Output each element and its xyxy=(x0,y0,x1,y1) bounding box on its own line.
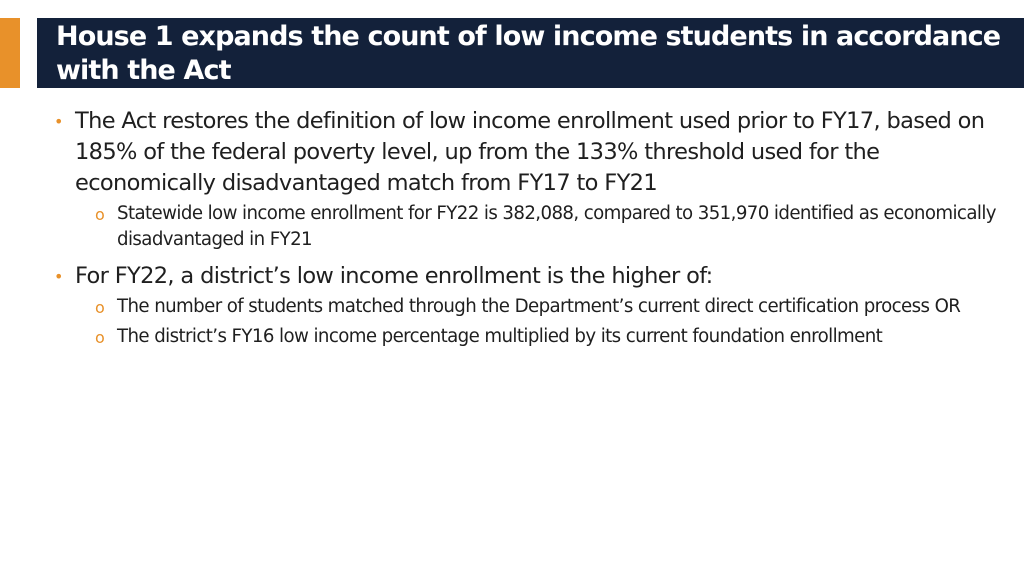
sub-bullet-item xyxy=(75,294,1004,320)
bullet-item-1 xyxy=(54,106,1004,253)
slide-title: House 1 expands the count of low income students in accordance with the Act xyxy=(56,21,1001,86)
bullet-text: The Act restores the definition of low income enrollment used prior to FY17, based on 185% of the federal poverty level, up from the 133% threshold used for the economically disadvantaged match from FY17 to FY21 xyxy=(75,108,985,196)
sub-bullet-list xyxy=(75,294,1004,350)
sub-bullet-item xyxy=(75,324,1004,350)
sub-bullet-list xyxy=(75,201,1004,253)
sub-bullet-text: Statewide low income enrollment for FY22 is 382,088, compared to 351,970 identified as economically disadvantaged in FY21 xyxy=(117,203,996,250)
bullet-list xyxy=(54,106,1004,350)
bullet-text: For FY22, a district’s low income enrollment is the higher of: xyxy=(75,263,713,289)
bullet-dot-icon: • xyxy=(54,112,63,131)
sub-bullet-text: The number of students matched through the Department’s current direct certification process OR xyxy=(117,296,961,317)
accent-bar xyxy=(0,18,20,88)
bullet-dot-icon: • xyxy=(54,267,63,286)
circle-bullet-icon: o xyxy=(95,298,105,317)
sub-bullet-text: The district’s FY16 low income percentage multiplied by its current foundation enrollment xyxy=(117,326,883,347)
circle-bullet-icon: o xyxy=(95,328,105,347)
slide-content xyxy=(54,106,1004,358)
circle-bullet-icon: o xyxy=(95,205,105,224)
bullet-item-2 xyxy=(54,261,1004,350)
title-band xyxy=(37,18,1024,88)
sub-bullet-item xyxy=(75,201,1004,253)
